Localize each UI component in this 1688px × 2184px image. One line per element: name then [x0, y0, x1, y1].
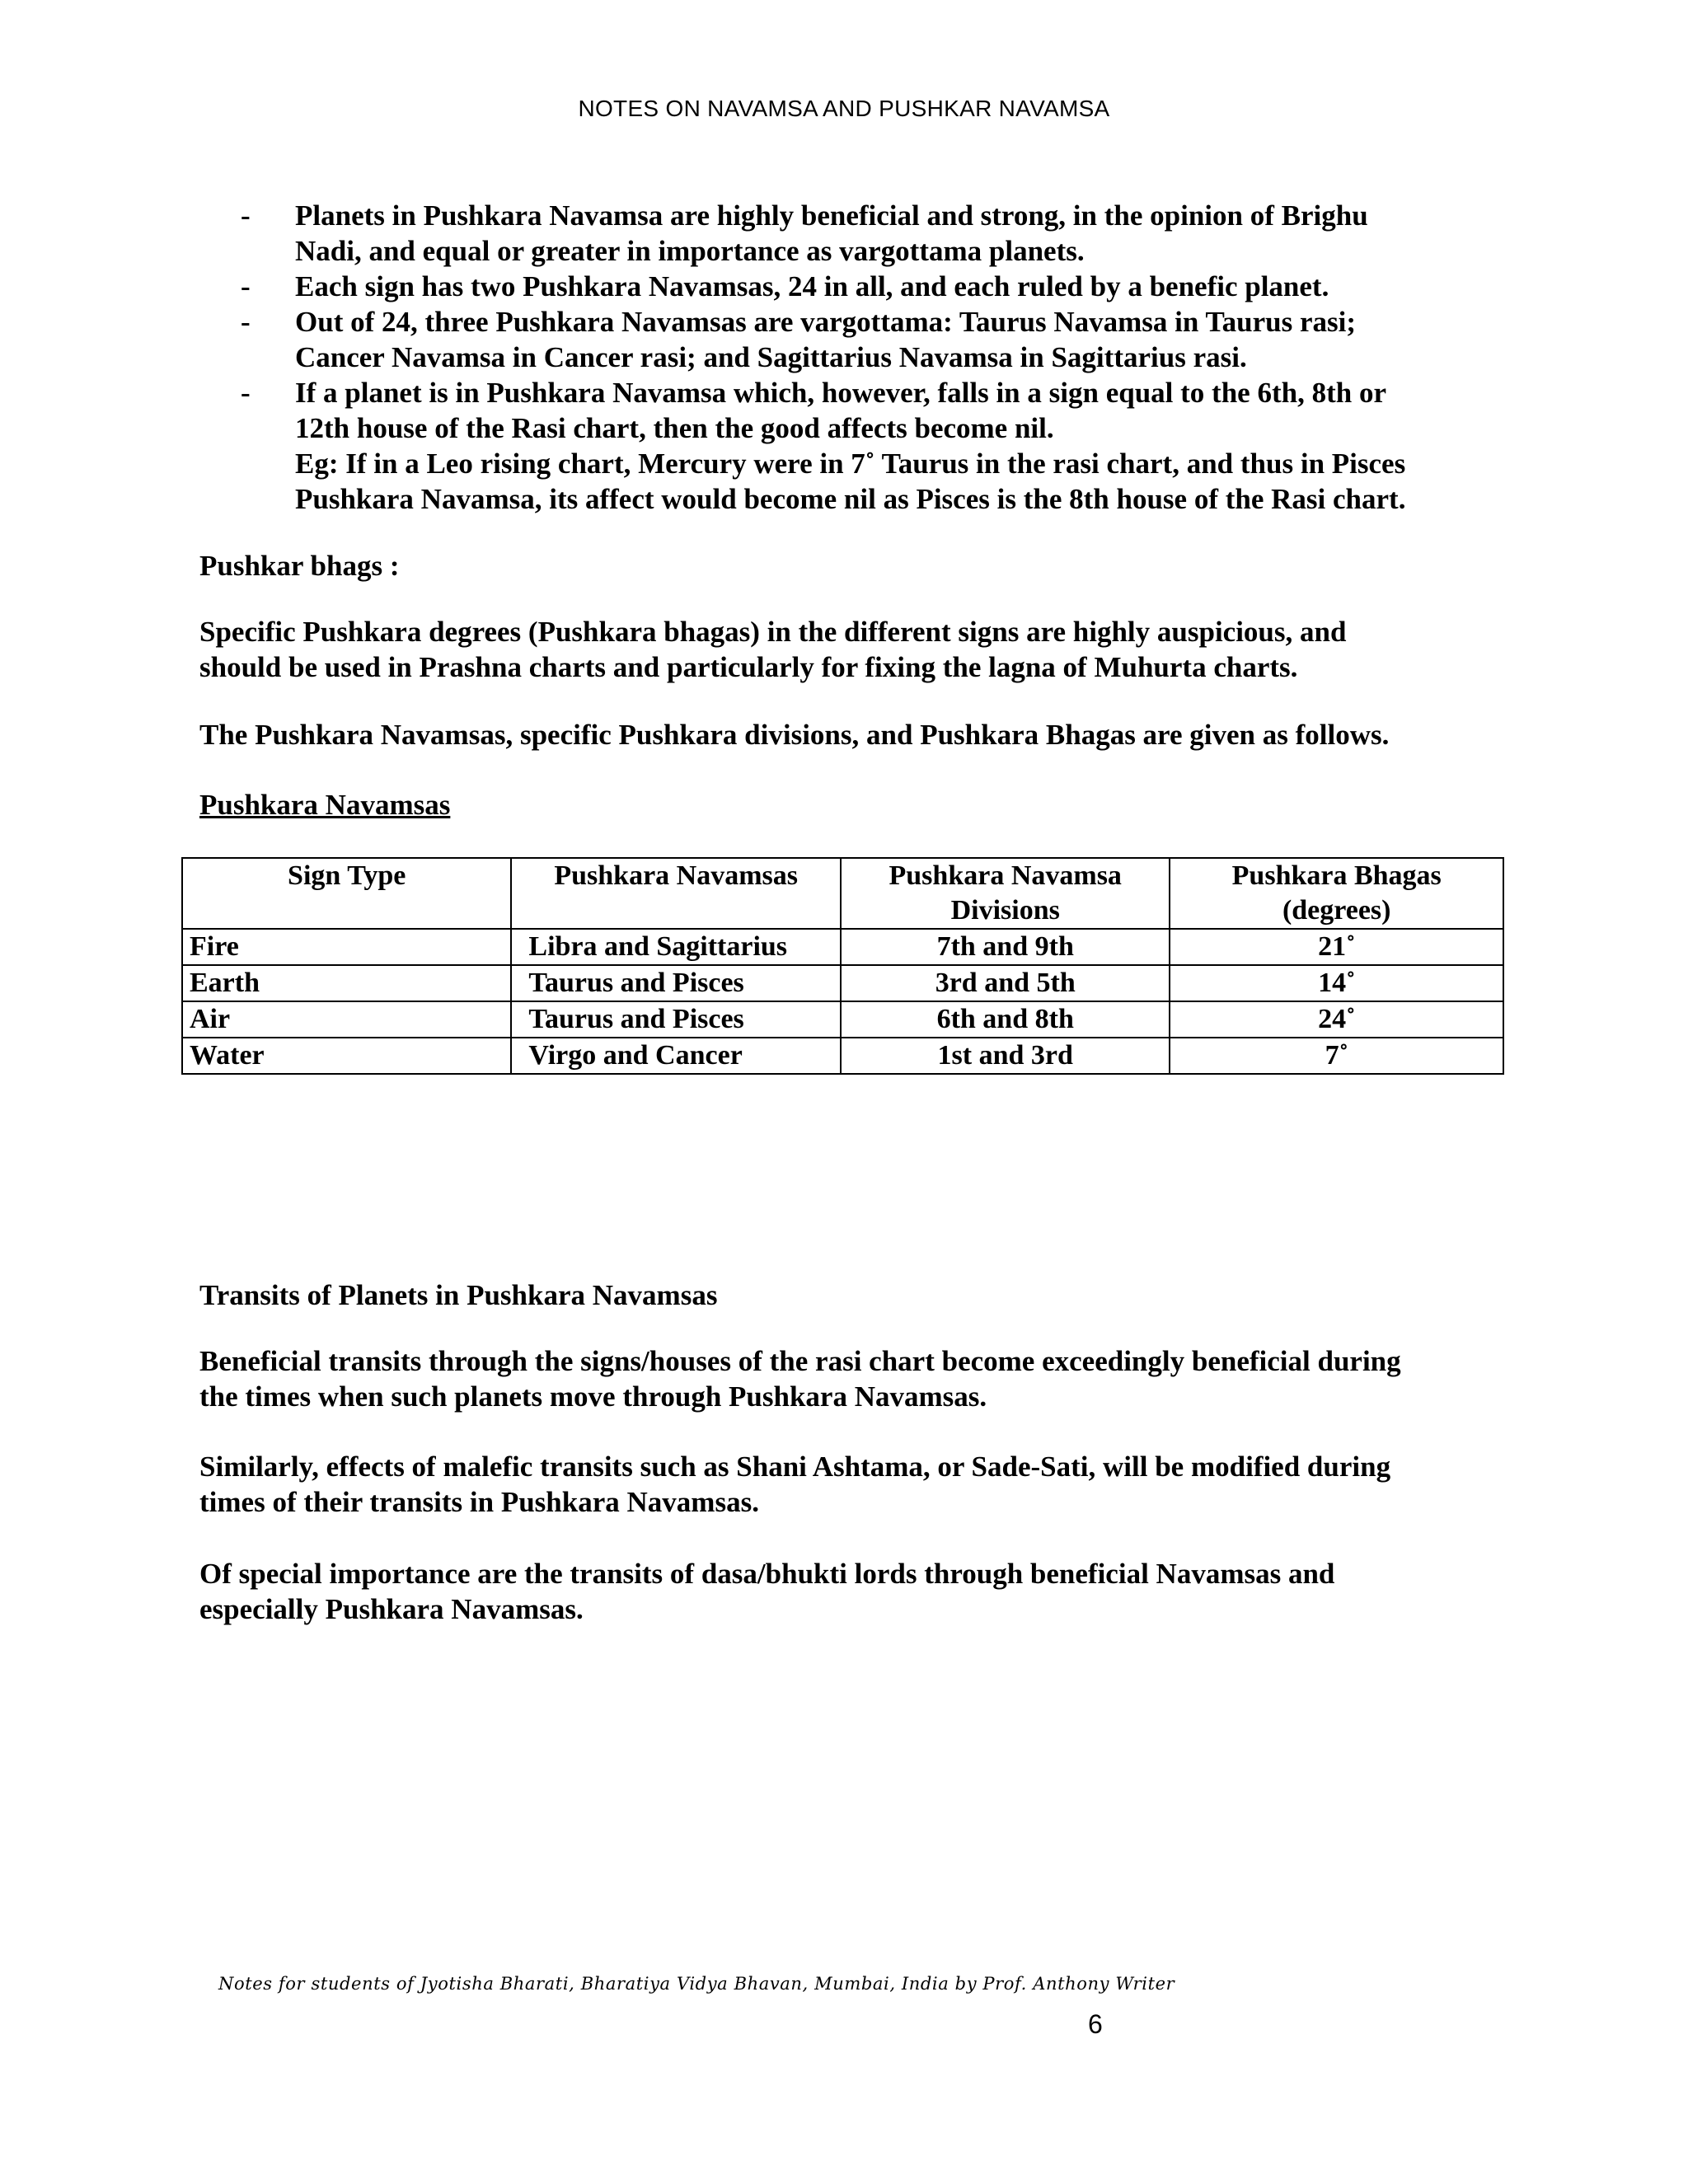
paragraph-line: especially Pushkara Navamsas.	[199, 1593, 584, 1625]
bullet-line: Eg: If in a Leo rising chart, Mercury were in 7˚ Taurus in the rasi chart, and thus in Pisces	[295, 448, 1406, 480]
header-navamsas: Pushkara Navamsas	[511, 858, 841, 929]
pushkara-intro-paragraph: The Pushkara Navamsas, specific Pushkara divisions, and Pushkara Bhagas are given as follows.	[199, 719, 1390, 751]
table-heading: Pushkara Navamsas	[199, 789, 451, 821]
cell-divisions: 1st and 3rd	[841, 1038, 1170, 1074]
paragraph-line: Similarly, effects of malefic transits such as Shani Ashtama, or Sade-Sati, will be modified during	[199, 1451, 1391, 1483]
page-header: NOTES ON NAVAMSA AND PUSHKAR NAVAMSA	[578, 96, 1110, 121]
bullet-dash: -	[241, 270, 251, 302]
cell-navamsas: Virgo and Cancer	[511, 1038, 841, 1074]
cell-navamsas: Taurus and Pisces	[511, 1001, 841, 1038]
bullet-line: Nadi, and equal or greater in importance as vargottama planets.	[295, 235, 1085, 267]
header-divisions: Pushkara Navamsa Divisions	[841, 858, 1170, 929]
bullet-dash: -	[241, 199, 251, 232]
cell-bhagas: 24˚	[1170, 1001, 1503, 1038]
transits-paragraph-2	[199, 1449, 1518, 1520]
bullet-line: Planets in Pushkara Navamsa are highly beneficial and strong, in the opinion of Brighu	[295, 199, 1368, 232]
bullet-line: 12th house of the Rasi chart, then the good affects become nil.	[295, 412, 1054, 444]
bullet-line: Pushkara Navamsa, its affect would become nil as Pisces is the 8th house of the Rasi chart.	[295, 483, 1406, 515]
table-header-row	[182, 858, 1503, 929]
transits-paragraph-3	[199, 1556, 1518, 1627]
cell-sign: Air	[182, 1001, 511, 1038]
bullet-item	[241, 304, 1493, 375]
paragraph-line: should be used in Prashna charts and particularly for fixing the lagna of Muhurta charts.	[199, 651, 1298, 683]
bullet-dash: -	[241, 377, 251, 409]
table-row	[182, 929, 1503, 965]
paragraph-line: Beneficial transits through the signs/houses of the rasi chart become exceedingly beneficial during	[199, 1345, 1401, 1377]
pushkar-bhags-heading: Pushkar bhags :	[199, 550, 400, 582]
bullet-dash: -	[241, 306, 251, 338]
paragraph-line: the times when such planets move through Pushkara Navamsas.	[199, 1380, 987, 1413]
cell-bhagas: 7˚	[1170, 1038, 1503, 1074]
cell-divisions: 6th and 8th	[841, 1001, 1170, 1038]
cell-sign: Fire	[182, 929, 511, 965]
header-bhagas: Pushkara Bhagas (degrees)	[1170, 858, 1503, 929]
paragraph-line: Specific Pushkara degrees (Pushkara bhagas) in the different signs are highly auspicious, and	[199, 616, 1347, 648]
table-row	[182, 965, 1503, 1001]
transits-paragraph-1	[199, 1343, 1518, 1414]
transits-heading: Transits of Planets in Pushkara Navamsas	[199, 1279, 718, 1311]
cell-sign: Earth	[182, 965, 511, 1001]
cell-bhagas: 14˚	[1170, 965, 1503, 1001]
pushkara-navamsa-table	[181, 857, 1504, 1075]
bullet-line: Out of 24, three Pushkara Navamsas are vargottama: Taurus Navamsa in Taurus rasi;	[295, 306, 1356, 338]
table-row	[182, 1038, 1503, 1074]
cell-navamsas: Taurus and Pisces	[511, 965, 841, 1001]
footer-note: Notes for students of Jyotisha Bharati, Bharatiya Vidya Bhavan, Mumbai, India by Prof. Anthony Writer	[218, 1974, 1175, 1994]
paragraph-line: Of special importance are the transits of dasa/bhukti lords through beneficial Navamsas and	[199, 1558, 1335, 1590]
bullet-item	[241, 375, 1493, 517]
bullet-line: Each sign has two Pushkara Navamsas, 24 in all, and each ruled by a benefic planet.	[295, 270, 1329, 302]
bullet-item	[241, 198, 1493, 269]
page-number: 6	[1088, 2009, 1103, 2039]
bullet-item	[241, 269, 1493, 304]
cell-sign: Water	[182, 1038, 511, 1074]
cell-bhagas: 21˚	[1170, 929, 1503, 965]
cell-divisions: 7th and 9th	[841, 929, 1170, 965]
pushkar-bhags-paragraph	[199, 614, 1518, 685]
table-row	[182, 1001, 1503, 1038]
cell-navamsas: Libra and Sagittarius	[511, 929, 841, 965]
bullet-line: Cancer Navamsa in Cancer rasi; and Sagittarius Navamsa in Sagittarius rasi.	[295, 341, 1247, 373]
cell-divisions: 3rd and 5th	[841, 965, 1170, 1001]
header-sign-type: Sign Type	[182, 858, 511, 929]
paragraph-line: times of their transits in Pushkara Navamsas.	[199, 1486, 759, 1518]
bullet-list	[241, 198, 1493, 517]
bullet-line: If a planet is in Pushkara Navamsa which, however, falls in a sign equal to the 6th, 8th or	[295, 377, 1386, 409]
